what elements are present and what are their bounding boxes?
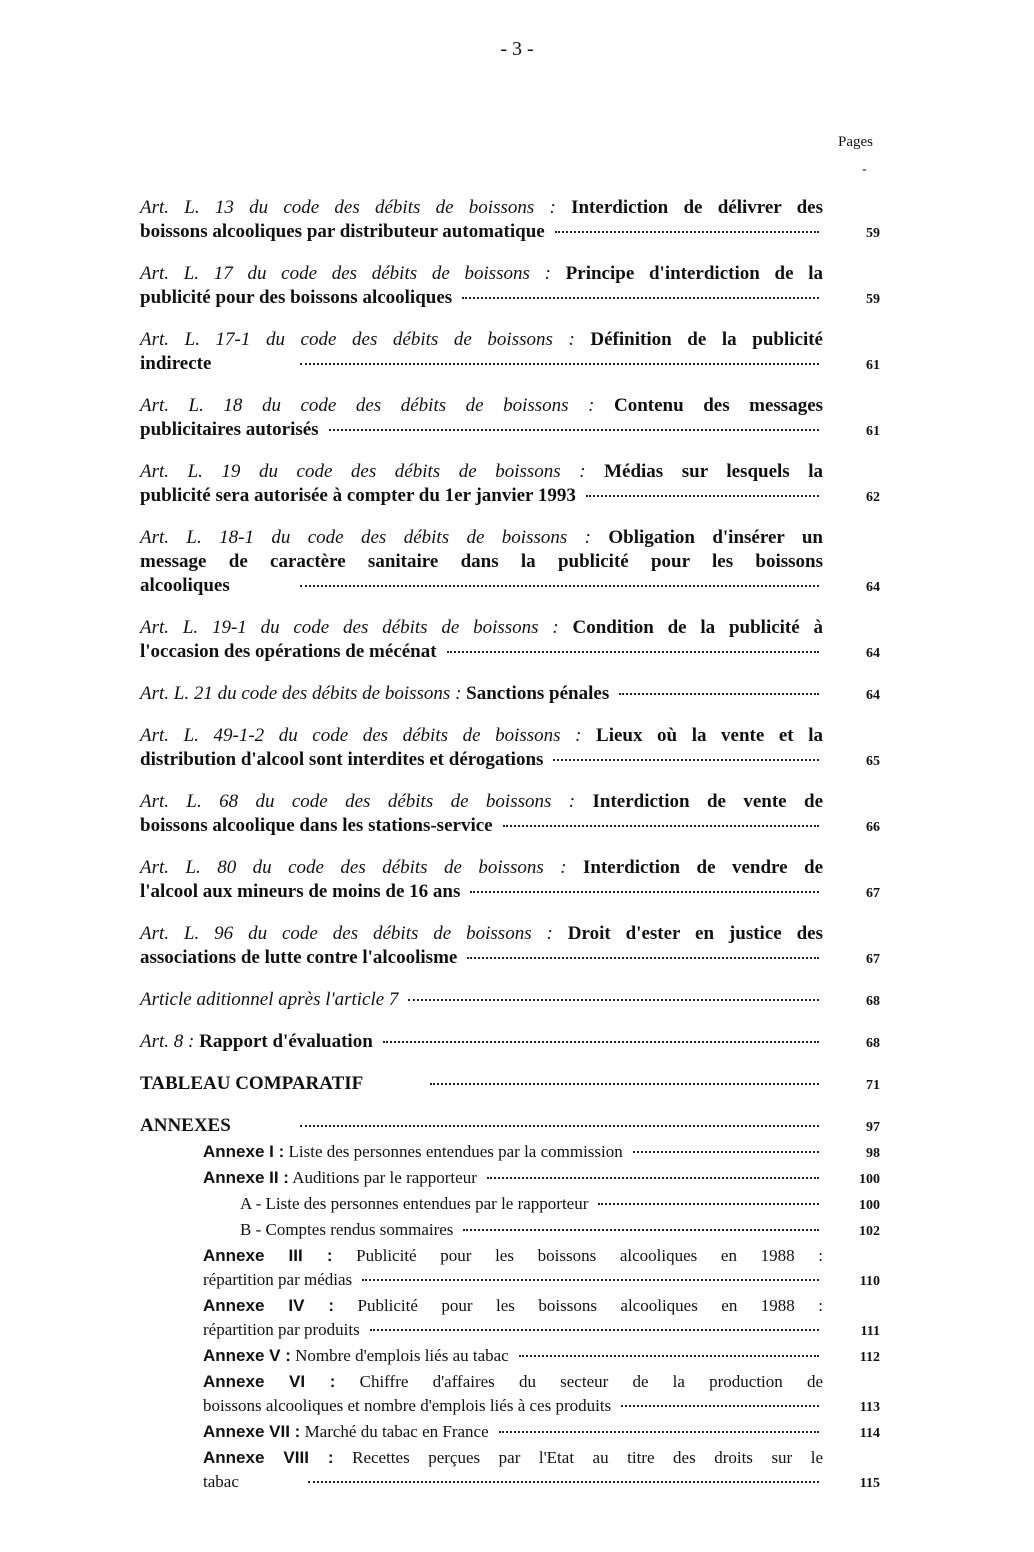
entry-title: Condition de la publicité à <box>572 617 823 638</box>
entry-title: Interdiction de vente de <box>592 791 823 812</box>
page-ref: 65 <box>866 754 880 769</box>
dot-leader <box>300 1125 819 1127</box>
entry-title: Interdiction de délivrer des <box>571 197 823 218</box>
annex-subitem-text: B - Comptes rendus sommaires <box>240 1220 454 1239</box>
entry-title-end: l'occasion des opérations de mécénat <box>140 641 437 662</box>
dot-leader <box>383 1041 819 1043</box>
entry-ref: Art. 8 : <box>140 1031 195 1052</box>
annex-text: Liste des personnes entendues par la commission <box>288 1142 623 1161</box>
page-ref: 97 <box>866 1120 880 1135</box>
entry-ref: Art. L. 18 du code des débits de boissons : <box>140 395 595 416</box>
page-ref: 114 <box>859 1426 880 1441</box>
dot-leader <box>408 999 819 1001</box>
toc-entry-tableau-comparatif <box>140 1072 880 1098</box>
annex-subitem <box>240 1218 880 1244</box>
dot-leader <box>519 1355 819 1357</box>
dot-leader <box>503 825 819 827</box>
toc-entry <box>140 196 880 246</box>
page-ref: 111 <box>860 1324 880 1339</box>
entry-title-end: indirecte <box>140 353 212 374</box>
page-ref: 68 <box>866 1036 880 1051</box>
dot-leader <box>362 1279 819 1281</box>
page-ref: 115 <box>859 1476 880 1491</box>
entry-ref: Art. L. 19-1 du code des débits de boissons : <box>140 617 559 638</box>
page-ref: 71 <box>866 1078 880 1093</box>
page-ref: 61 <box>866 358 880 373</box>
annex-name: Annexe I : <box>203 1142 285 1161</box>
toc-entry <box>140 526 880 600</box>
toc-entry <box>140 262 880 312</box>
entry-title-end: distribution d'alcool sont interdites et dérogations <box>140 749 544 770</box>
annex-subitem-text: A - Liste des personnes entendues par le rapporteur <box>240 1194 589 1213</box>
entry-title-end: publicité pour des boissons alcooliques <box>140 287 453 308</box>
page-ref: 112 <box>859 1350 880 1365</box>
annex-item <box>203 1344 880 1370</box>
toc-entry <box>140 460 880 510</box>
entry-ref: Art. L. 80 du code des débits de boissons : <box>140 857 567 878</box>
dot-leader <box>463 1229 819 1231</box>
page-ref: 68 <box>866 994 880 1009</box>
annex-item <box>203 1244 880 1294</box>
entry-title-end: publicitaires autorisés <box>140 419 319 440</box>
toc-entry-annexes <box>140 1114 880 1140</box>
dot-leader <box>487 1177 819 1179</box>
dot-leader <box>586 495 819 497</box>
dot-leader <box>300 363 819 365</box>
annex-text-line1: Publicité pour les boissons alcooliques en 1988 : <box>356 1246 823 1265</box>
dot-leader <box>553 759 819 761</box>
entry-ref: Art. L. 19 du code des débits de boissons : <box>140 461 586 482</box>
dot-leader <box>370 1329 819 1331</box>
entry-title-end: publicité sera autorisée à compter du 1er janvier 1993 <box>140 485 576 506</box>
toc-entry <box>140 394 880 444</box>
entry-ref: Art. L. 17-1 du code des débits de boissons : <box>140 329 575 350</box>
page-ref: 64 <box>866 580 880 595</box>
entry-title-middle: message de caractère sanitaire dans la publicité pour les boissons <box>140 551 823 572</box>
entry-title: ANNEXES <box>140 1115 231 1136</box>
annex-name: Annexe VIII : <box>203 1448 334 1467</box>
annex-text: Marché du tabac en France <box>304 1422 489 1441</box>
page-ref: 98 <box>866 1146 880 1161</box>
page-ref: 100 <box>859 1172 880 1187</box>
annex-item <box>203 1420 880 1446</box>
entry-ref: Article aditionnel après l'article 7 <box>140 989 399 1010</box>
page-ref: 102 <box>859 1224 880 1239</box>
toc-entry <box>140 616 880 666</box>
dot-leader <box>619 693 819 695</box>
toc-entry <box>140 724 880 774</box>
entry-title-end: associations de lutte contre l'alcoolisme <box>140 947 458 968</box>
entry-title: TABLEAU COMPARATIF <box>140 1073 364 1094</box>
toc-entry <box>140 922 880 972</box>
dot-leader <box>499 1431 819 1433</box>
annex-name: Annexe IV : <box>203 1296 335 1315</box>
annex-item <box>203 1294 880 1344</box>
page-ref: 67 <box>866 952 880 967</box>
page-ref: 67 <box>866 886 880 901</box>
toc-entry <box>140 682 880 708</box>
page-number: - 3 - <box>500 38 534 60</box>
page-ref: 100 <box>859 1198 880 1213</box>
entry-title: Obligation d'insérer un <box>608 527 823 548</box>
toc-entry <box>140 790 880 840</box>
page-ref: 113 <box>859 1400 880 1415</box>
entry-title: Interdiction de vendre de <box>583 857 823 878</box>
page-ref: 59 <box>866 292 880 307</box>
entry-title: Droit d'ester en justice des <box>567 923 823 944</box>
annex-name: Annexe VI : <box>203 1372 336 1391</box>
entry-ref: Art. L. 17 du code des débits de boissons : <box>140 263 551 284</box>
annex-text: tabac <box>203 1472 239 1491</box>
entry-ref: Art. L. 49-1-2 du code des débits de boissons : <box>140 725 582 746</box>
entry-title: Rapport d'évaluation <box>199 1031 373 1052</box>
annex-text: boissons alcooliques et nombre d'emplois liés à ces produits <box>203 1396 612 1415</box>
toc-entry <box>140 856 880 906</box>
page-ref: 66 <box>866 820 880 835</box>
annex-name: Annexe II : <box>203 1168 289 1187</box>
entry-title-end: alcooliques <box>140 575 230 596</box>
annex-item <box>203 1370 880 1420</box>
toc-entry <box>140 328 880 378</box>
dot-leader <box>555 231 819 233</box>
pages-column-dash: - <box>862 162 867 177</box>
dot-leader <box>447 651 819 653</box>
page-ref: 64 <box>866 688 880 703</box>
toc-entry-art-8 <box>140 1030 880 1056</box>
dot-leader <box>467 957 819 959</box>
annex-item <box>203 1140 880 1166</box>
entry-title: Contenu des messages <box>614 395 824 416</box>
annex-text-line1: Publicité pour les boissons alcooliques en 1988 : <box>357 1296 823 1315</box>
entry-ref: Art. L. 18-1 du code des débits de boissons : <box>140 527 591 548</box>
dot-leader <box>462 297 819 299</box>
annex-name: Annexe VII : <box>203 1422 301 1441</box>
table-of-contents <box>0 196 1034 1496</box>
pages-column-header: Pages <box>838 134 873 150</box>
entry-title: Définition de la publicité <box>590 329 823 350</box>
entry-title-end: l'alcool aux mineurs de moins de 16 ans <box>140 881 461 902</box>
entry-title: Médias sur lesquels la <box>604 461 824 482</box>
entry-ref: Art. L. 21 du code des débits de boissons : <box>140 683 462 704</box>
annex-item <box>203 1166 880 1192</box>
entry-title: Principe d'interdiction de la <box>565 263 823 284</box>
entry-title: Lieux où la vente et la <box>596 725 823 746</box>
annex-subitem <box>240 1192 880 1218</box>
entry-title: Sanctions pénales <box>466 683 610 704</box>
annex-text: répartition par médias <box>203 1270 353 1289</box>
toc-entry-article-additionnel <box>140 988 880 1014</box>
dot-leader <box>329 429 819 431</box>
page-ref: 61 <box>866 424 880 439</box>
entry-ref: Art. L. 68 du code des débits de boissons : <box>140 791 576 812</box>
dot-leader <box>470 891 819 893</box>
annex-item <box>203 1446 880 1496</box>
annex-text: répartition par produits <box>203 1320 360 1339</box>
page-ref: 62 <box>866 490 880 505</box>
entry-title-end: boissons alcooliques par distributeur automatique <box>140 221 545 242</box>
annex-text: Nombre d'emplois liés au tabac <box>295 1346 509 1365</box>
dot-leader <box>598 1203 819 1205</box>
dot-leader <box>621 1405 819 1407</box>
entry-title-end: boissons alcoolique dans les stations-service <box>140 815 493 836</box>
page-ref: 64 <box>866 646 880 661</box>
annex-text-line1: Recettes perçues par l'Etat au titre des droits sur le <box>352 1448 824 1467</box>
dot-leader <box>300 585 819 587</box>
dot-leader <box>308 1481 819 1483</box>
page-ref: 110 <box>859 1274 880 1289</box>
annex-name: Annexe III : <box>203 1246 333 1265</box>
page-ref: 59 <box>866 226 880 241</box>
annex-text-line1: Chiffre d'affaires du secteur de la production de <box>359 1372 823 1391</box>
dot-leader <box>633 1151 819 1153</box>
entry-ref: Art. L. 96 du code des débits de boissons : <box>140 923 553 944</box>
dot-leader <box>430 1083 819 1085</box>
annex-name: Annexe V : <box>203 1346 291 1365</box>
annex-text: Auditions par le rapporteur <box>292 1168 477 1187</box>
entry-ref: Art. L. 13 du code des débits de boissons : <box>140 197 556 218</box>
